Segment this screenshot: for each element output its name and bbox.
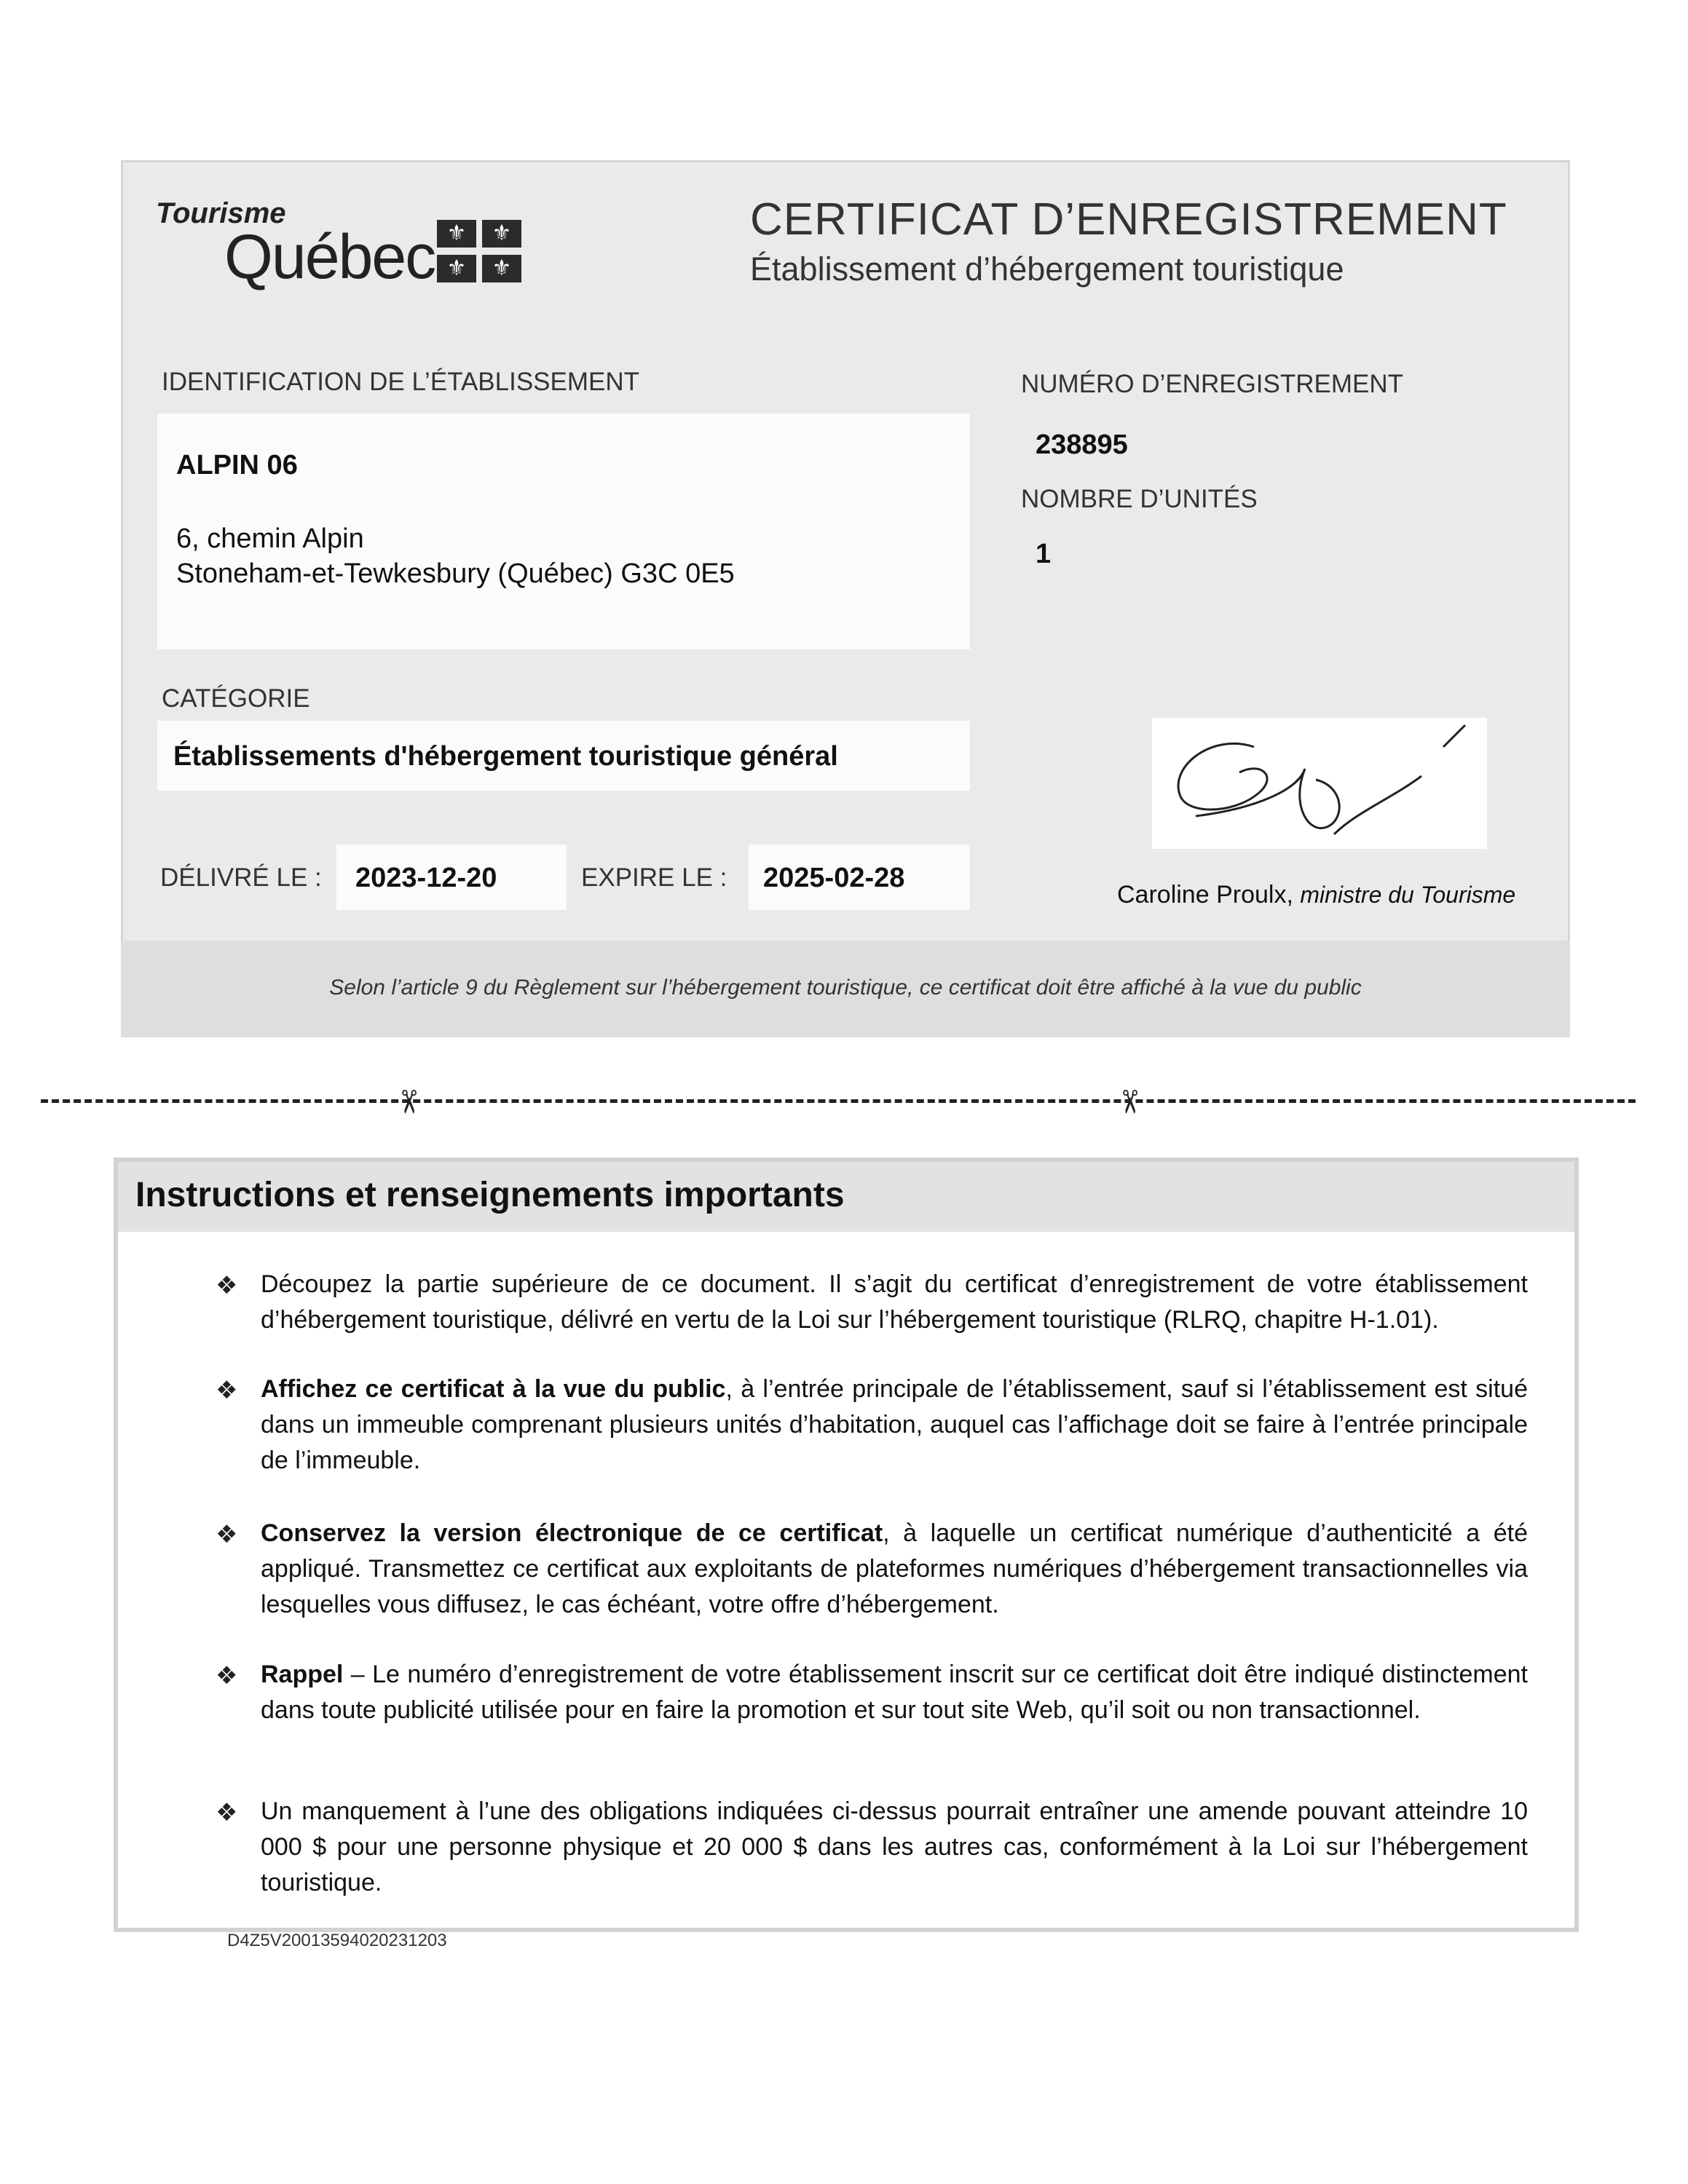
establishment-name: ALPIN 06	[176, 450, 298, 480]
registration-label: NUMÉRO D’ENREGISTREMENT	[1021, 370, 1404, 398]
issued-date: 2023-12-20	[355, 863, 497, 893]
fleurdelise-flag-icon: ⚜ ⚜ ⚜ ⚜	[437, 220, 521, 282]
instruction-item-2	[261, 1372, 1528, 1479]
diamond-bullet-icon: ❖	[216, 1271, 238, 1300]
signer-line	[1117, 881, 1515, 909]
signer-title: ministre du Tourisme	[1300, 882, 1516, 908]
instruction-item-2-text: , à l’entrée principale de l’établissement, sauf si l’établissement est situé dans un immeuble comprenant plusieurs unités d’habitation, auquel cas l’affichage doit se faire à l’entrée principale de l’immeuble.	[261, 1375, 1528, 1474]
instruction-item-2-bold: Affichez ce certificat à la vue du public	[261, 1375, 726, 1403]
instruction-item-4	[261, 1657, 1528, 1728]
address-line1: 6, chemin Alpin	[176, 523, 364, 554]
diamond-bullet-icon: ❖	[216, 1798, 238, 1827]
units-value: 1	[1036, 539, 1052, 569]
instruction-item-1	[261, 1267, 1528, 1338]
document-code: D4Z5V20013594020231203	[227, 1931, 447, 1950]
instruction-item-3-text: , à laquelle un certificat numérique d’authenticité a été appliqué. Transmettez ce certificat aux exploitants de plateformes numériques d’hébergement transactionnelles via lesquelles vous diffusez, le cas échéant, votre offre d’hébergement.	[261, 1519, 1528, 1618]
instruction-item-4-text: – Le numéro d’enregistrement de votre établissement inscrit sur ce certificat doit être indiqué distinctement dans toute publicité utilisée pour en faire la promotion et sur tout site Web, qu’il soit ou non transactionnel.	[261, 1661, 1528, 1724]
instructions-title: Instructions et renseignements importants	[135, 1176, 845, 1214]
address-line2: Stoneham-et-Tewkesbury (Québec) G3C 0E5	[176, 558, 735, 589]
instruction-item-5	[261, 1794, 1528, 1901]
public-display-note: Selon l’article 9 du Règlement sur l’hébergement touristique, ce certificat doit être affiché à la vue du public	[329, 976, 1362, 1000]
identification-label: IDENTIFICATION DE L’ÉTABLISSEMENT	[162, 368, 640, 396]
certificate-title: CERTIFICAT D’ENREGISTREMENT	[750, 194, 1507, 245]
instruction-item-3	[261, 1516, 1528, 1623]
units-label: NOMBRE D’UNITÉS	[1021, 485, 1258, 513]
category-value: Établissements d'hébergement touristique général	[173, 741, 838, 772]
diamond-bullet-icon: ❖	[216, 1661, 238, 1690]
expires-label: EXPIRE LE :	[581, 863, 727, 892]
diamond-bullet-icon: ❖	[216, 1520, 238, 1549]
scissors-icon: ✂	[389, 1088, 427, 1115]
scissors-icon: ✂	[1110, 1088, 1148, 1115]
issued-label: DÉLIVRÉ LE :	[160, 863, 322, 892]
handwritten-signature	[1152, 718, 1487, 849]
category-label: CATÉGORIE	[162, 684, 310, 713]
instruction-item-3-bold: Conservez la version électronique de ce certificat	[261, 1519, 883, 1547]
diamond-bullet-icon: ❖	[216, 1376, 238, 1405]
registration-number: 238895	[1036, 430, 1128, 460]
signer-name: Caroline Proulx,	[1117, 881, 1293, 909]
instruction-item-5-text: Un manquement à l’une des obligations indiquées ci-dessus pourrait entraîner une amende pouvant atteindre 10 000 $ pour une personne physique et 20 000 $ dans les autres cas, conformément à la Loi sur l’hébergement touristique.	[261, 1797, 1528, 1896]
cut-line	[41, 1099, 1636, 1103]
certificate-subtitle: Établissement d’hébergement touristique	[750, 250, 1344, 288]
logo-quebec-text: Québec	[224, 222, 435, 292]
instruction-item-4-bold: Rappel	[261, 1661, 344, 1688]
expires-date: 2025-02-28	[763, 863, 905, 893]
logo-tourisme-text: Tourisme	[156, 197, 286, 229]
instruction-item-1-text: Découpez la partie supérieure de ce document. Il s’agit du certificat d’enregistrement de votre établissement d’hébergement touristique, délivré en vertu de la Loi sur l’hébergement touristique (RLRQ, chapitre H-1.01).	[261, 1270, 1528, 1334]
